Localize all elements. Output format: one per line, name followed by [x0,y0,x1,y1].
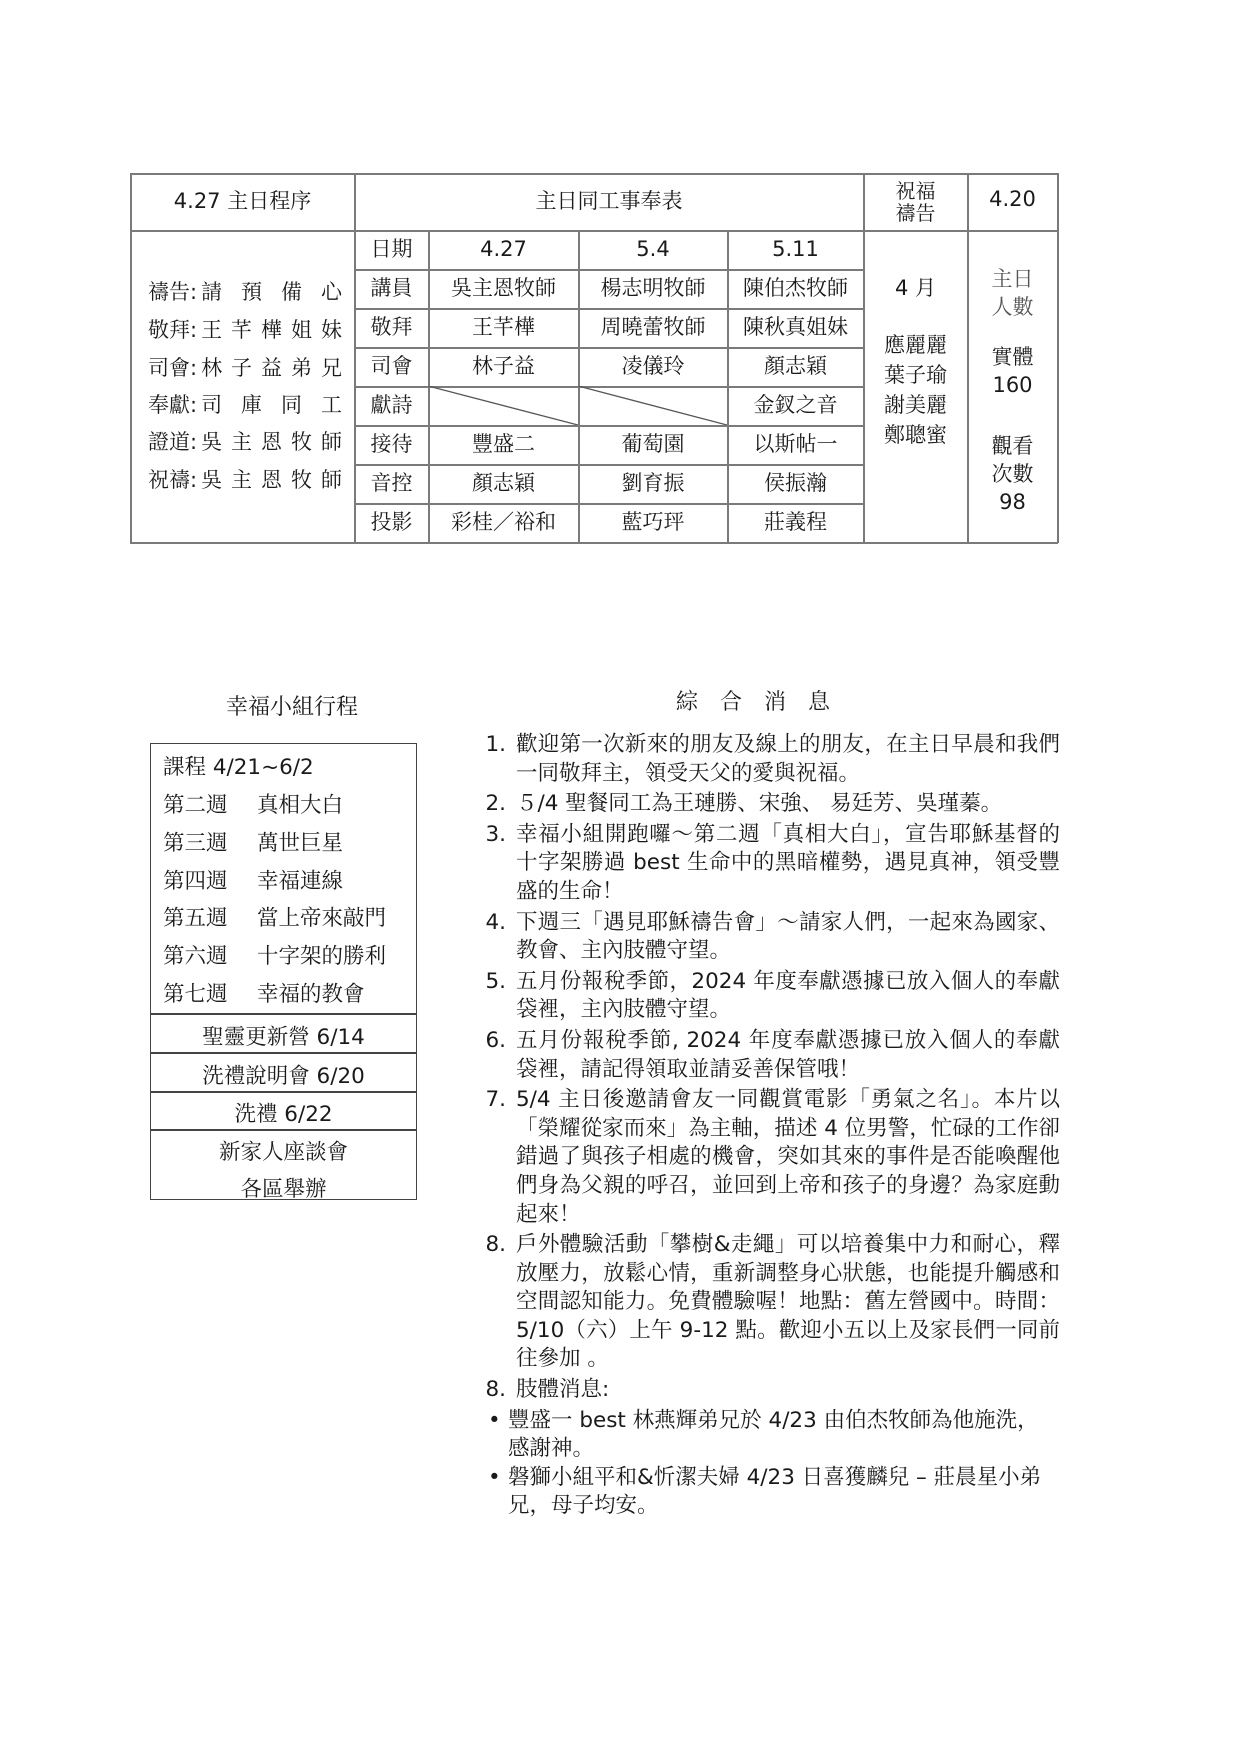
member-news-item [488,1407,1060,1464]
program-value-char: 工 [320,393,342,417]
week-topic: 幸福連線 [257,869,344,894]
roster-cell: 王芊樺 [472,315,535,340]
program-item [148,426,342,456]
news-text: 五月份報稅季節，2024 年度奉獻憑據已放入個人的奉獻袋裡，主內肢體守望。 [516,968,1060,1023]
program-label: 司會: [148,356,198,380]
program-value-char: 請 [201,280,223,304]
physical-label: 實體 [991,345,1034,370]
program-label: 證道: [148,430,198,454]
divider [151,1013,416,1015]
roster-cell: 莊義程 [764,510,827,535]
views-label: 觀看 [991,434,1034,459]
week-topic: 十字架的勝利 [257,944,387,969]
roster-role: 敬拜 [370,315,413,340]
prayer-title-line-2: 禱告 [895,201,936,225]
program-label: 奉獻: [148,393,198,417]
program-item [148,352,342,382]
program-value-char: 吳 [201,430,223,454]
news-number: 1. [485,732,506,757]
program-value-char: 樺 [261,318,283,342]
roster-cell: 金釵之音 [753,393,838,418]
program-value-char: 牧 [290,430,312,454]
program-value-char: 兄 [320,356,342,380]
roster-cell: 林子益 [472,354,535,379]
program-value-char: 預 [241,280,263,304]
prayer-month: 4 月 [894,276,937,301]
roster-cell: 吳主恩牧師 [451,276,556,301]
previous-date: 4.20 [989,187,1036,212]
program-label: 禱告: [148,280,198,304]
program-value-char: 子 [231,356,253,380]
roster-header-cell: 4.27 [480,237,527,262]
roster-title: 主日同工事奉表 [535,189,683,214]
program-value-char: 師 [320,468,342,492]
empty-cell-diagonal [578,386,727,425]
member-news-item [488,1464,1060,1521]
program-value-char: 益 [261,356,283,380]
member-news-text: 豐盛一 best 林燕輝弟兄於 4/23 由伯杰牧師為他施洗，感謝神。 [508,1407,1039,1462]
course-range: 課程 4/21~6/2 [163,755,314,780]
program-value [201,276,342,306]
news-item [470,1027,1060,1084]
prayer-name: 鄭聰蜜 [884,423,947,448]
news-title: 綜合消息 [676,690,853,715]
divider [151,1091,416,1093]
program-value-char: 芊 [231,318,253,342]
prayer-title-line-1: 祝福 [895,179,936,203]
schedule-event: 新家人座談會 [218,1140,348,1165]
news-item [470,790,1060,819]
empty-cell-diagonal [428,386,578,425]
news-number: 6. [485,1027,506,1053]
prayer-name: 應麗麗 [884,333,947,358]
program-value-char: 恩 [261,430,283,454]
news-item [470,1086,1060,1229]
week-label: 第七週 [163,982,228,1007]
schedule-event: 聖靈更新營 6/14 [202,1025,365,1050]
schedule-title: 幸福小組行程 [225,695,358,720]
news-text: ５/4 聖餐同工為王璉勝、宋強、 易廷芳、吳瑾蓁。 [516,791,1003,817]
program-value-char: 備 [281,280,303,304]
schedule-week [163,901,386,932]
program-label: 敬拜: [148,318,198,342]
schedule-event: 各區舉辦 [240,1177,327,1202]
roster-cell: 劉育振 [621,471,685,496]
news-text: 歡迎第一次新來的朋友及線上的朋友，在主日早晨和我們一同敬拜主，領受天父的愛與祝福。 [516,732,1060,786]
news-item [470,968,1060,1025]
roster-header-cell: 5.4 [636,237,670,262]
roster-cell: 陳伯杰牧師 [743,276,848,301]
news-number: 4. [485,909,506,935]
news-text: 幸福小組開跑囉～第二週「真相大白」，宣告耶穌基督的十字架勝過 best 生命中的黑暗權勢，遇見真神，領受豐盛的生命！ [516,821,1060,904]
schedule-event: 洗禮 6/22 [234,1102,333,1127]
divider [151,1052,416,1054]
roster-cell: 陳秋真姐妹 [743,315,848,340]
week-label: 第三週 [163,831,228,856]
program-value-char: 弟 [290,356,312,380]
roster-cell: 豐盛二 [472,432,535,457]
roster-header-cell: 5.11 [772,237,819,262]
roster-role: 音控 [370,471,413,496]
member-news-text: 磐獅小組平和&忻潔夫婦 4/23 日喜獲麟兒 – 莊晨星小弟兄，母子均安。 [508,1464,1042,1519]
schedule-week [163,788,343,819]
roster-role: 投影 [370,510,413,535]
news-number: 2. [485,791,506,817]
roster-role: 獻詩 [370,393,413,418]
prayer-name: 葉子瑜 [884,363,947,388]
program-item [148,276,342,306]
news-list [470,731,1060,1521]
roster-cell: 彩桂／裕和 [451,510,556,535]
program-value [201,352,342,382]
news-text: 肢體消息: [516,1377,610,1403]
program-value-char: 心 [320,280,342,304]
prayer-title [864,174,967,230]
roster-cell: 葡萄園 [621,432,685,457]
views-label: 次數 [991,462,1034,487]
divider [151,1129,416,1131]
program-label: 祝禱: [148,468,198,492]
week-label: 第五週 [163,906,228,931]
roster-role: 接待 [370,432,413,457]
program-value [201,314,342,344]
roster-cell: 侯振瀚 [764,471,827,496]
program-value-char: 王 [201,318,223,342]
program-item [148,314,342,344]
program-value-char: 庫 [241,393,263,417]
news-item [470,821,1060,907]
news-item [470,731,1060,788]
roster-cell: 顏志穎 [764,354,827,379]
program-value-char: 主 [231,430,253,454]
bullet-icon: • [488,1407,501,1433]
program-value-char: 主 [231,468,253,492]
program-value-char: 林 [201,356,223,380]
program-value [201,389,342,419]
program-title: 4.27 主日程序 [173,189,312,214]
program-value-char: 吳 [201,468,223,492]
attendance-label: 人數 [991,295,1034,320]
week-topic: 當上帝來敲門 [257,906,387,931]
program-value-char: 同 [281,393,303,417]
schedule-week [163,864,343,895]
schedule-event: 洗禮說明會 6/20 [202,1064,365,1089]
physical-value: 160 [992,373,1033,398]
program-value-char: 師 [320,430,342,454]
week-topic: 真相大白 [257,793,344,818]
roster-cell: 凌儀玲 [621,354,685,379]
news-text: 5/4 主日後邀請會友一同觀賞電影「勇氣之名」。本片以「榮耀從家而來」為主軸，描述 4 位男警，忙碌的工作卻錯過了與孩子相處的機會，突如其來的事件是否能喚醒他們身為父親的呼召，並回到上帝和孩子的身邊？為家庭動起來！ [516,1087,1060,1227]
news-item [470,909,1060,966]
prayer-name: 謝美麗 [884,393,947,418]
schedule-box [150,743,417,1200]
schedule-week [163,826,343,857]
week-topic: 幸福的教會 [257,982,365,1007]
week-label: 第六週 [163,944,228,969]
program-item [148,464,342,494]
news-number: 8. [485,1377,506,1403]
program-value-char: 妹 [320,318,342,342]
attendance-label: 主日 [991,267,1034,292]
roster-role: 司會 [370,354,413,379]
roster-header-cell: 日期 [370,237,413,262]
roster-cell: 顏志穎 [472,471,535,496]
roster-cell: 周曉蕾牧師 [600,315,706,340]
news-number: 8. [485,1232,506,1258]
news-item [470,1376,1060,1405]
news-number: 5. [485,968,506,994]
schedule-week [163,939,386,970]
roster-role: 講員 [370,276,413,301]
program-value-char: 司 [201,393,223,417]
news-text: 戶外體驗活動「攀樹&走繩」可以培養集中力和耐心，釋放壓力，放鬆心情，重新調整身心狀態，也能提升觸感和空間認知能力。免費體驗喔！地點：舊左營國中。時間：5/10（六）上午 9-12 點。歡迎小五以上及家長們一同前往參加 。 [516,1232,1060,1372]
program-value-char: 牧 [290,468,312,492]
roster-cell: 楊志明牧師 [600,276,706,301]
news-text: 下週三「遇見耶穌禱告會」～請家人們，一起來為國家、教會、主內肢體守望。 [516,909,1060,964]
program-value-char: 恩 [261,468,283,492]
program-value-char: 姐 [290,318,312,342]
program-item [148,389,342,419]
news-text: 五月份報稅季節, 2024 年度奉獻憑據已放入個人的奉獻袋裡，請記得領取並請妥善保管哦！ [516,1027,1060,1082]
program-value [201,464,342,494]
roster-cell: 以斯帖一 [753,432,838,457]
program-value [201,426,342,456]
week-label: 第四週 [163,869,228,894]
week-topic: 萬世巨星 [257,831,344,856]
news-number: 7. [485,1087,506,1113]
bullet-icon: • [488,1464,501,1490]
views-value: 98 [999,490,1026,515]
roster-cell: 藍巧玶 [621,510,685,535]
schedule-week [163,977,365,1008]
news-item [470,1231,1060,1374]
news-number: 3. [485,821,506,847]
week-label: 第二週 [163,793,228,818]
